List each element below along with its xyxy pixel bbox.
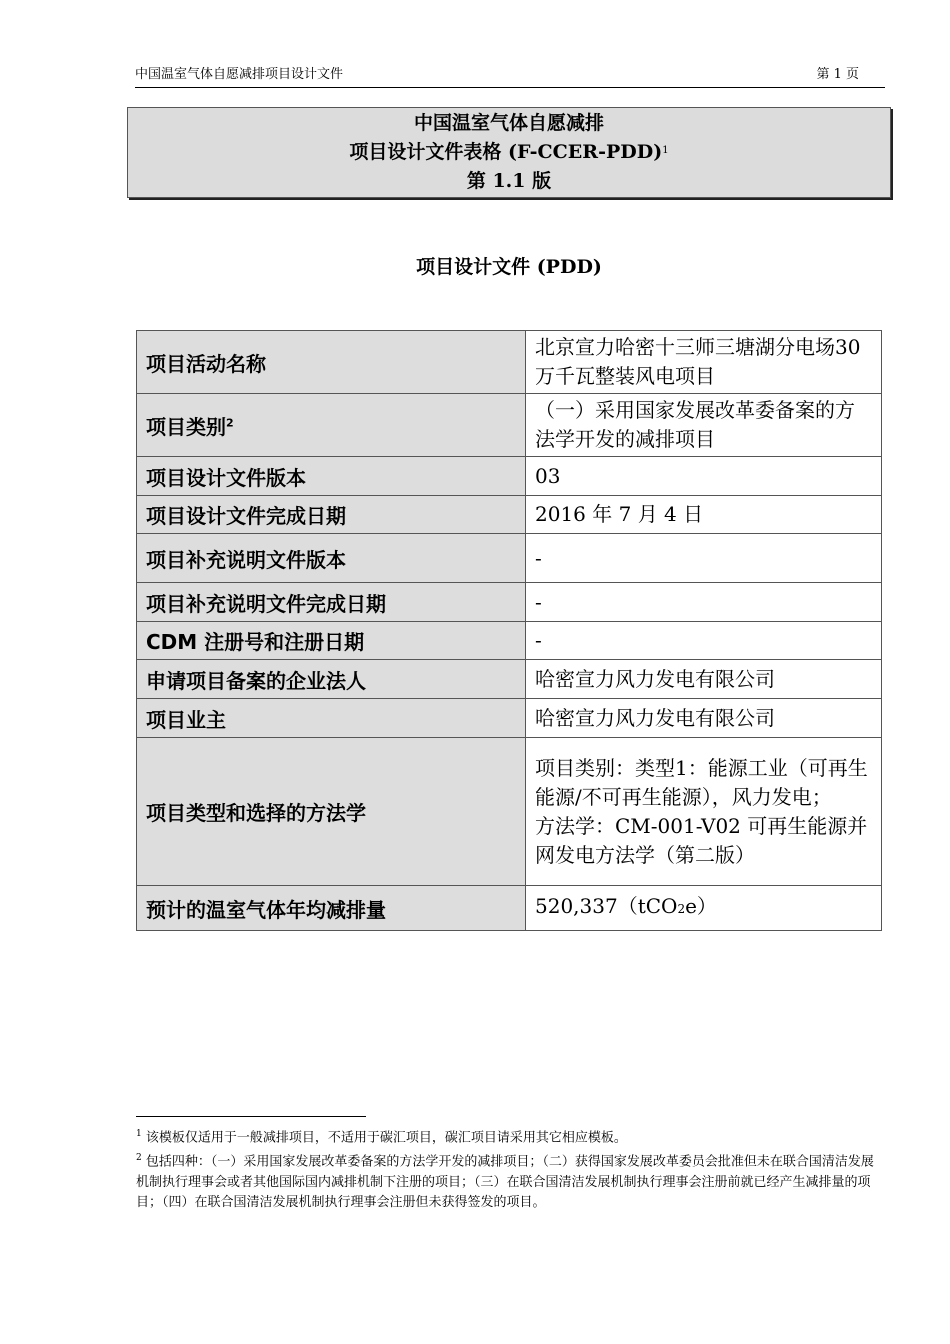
row-value: -	[526, 583, 882, 622]
row-label: 项目补充说明文件完成日期	[137, 583, 526, 622]
row-label: 项目活动名称	[137, 331, 526, 394]
footnote-1: $^1$ 该模板仅适用于一般减排项目，不适用于碳汇项目，碳汇项目请采用其它相应模板。	[136, 1129, 627, 1146]
row-label: 项目补充说明文件版本	[137, 534, 526, 583]
header-page-number: 第 1 页	[816, 67, 859, 82]
form-title-line3: 第 1.1 版	[466, 170, 552, 192]
table-row	[137, 738, 882, 886]
row-label: 预计的温室气体年均减排量	[137, 886, 526, 931]
form-title-line2: 项目设计文件表格 (F-CCER-PDD)$^1$	[349, 141, 669, 163]
footnote-ref-2: 2	[226, 415, 234, 429]
project-info-table	[136, 330, 882, 931]
footnote-divider	[136, 1116, 366, 1117]
methodology-name: 方法学：CM-001-V02 可再生能源并网发电方法学（第二版）	[535, 813, 868, 867]
row-value: -	[526, 534, 882, 583]
table-row	[137, 331, 882, 394]
row-label: CDM 注册号和注册日期	[137, 622, 526, 660]
row-value: 520,337（tCO2e）	[526, 886, 882, 931]
form-title-line1: 中国温室气体自愿减排	[413, 112, 604, 134]
row-value: -	[526, 622, 882, 660]
row-value: 北京宣力哈密十三师三塘湖分电场30 万千瓦整装风电项目	[526, 331, 882, 394]
row-label: 项目类型和选择的方法学	[137, 738, 526, 886]
header-doc-name: 中国温室气体自愿减排项目设计文件	[135, 67, 344, 82]
footnote-2: $^2$ 包括四种：（一）采用国家发展改革委备案的方法学开发的减排项目；（二）获得国家发展改革委员会批准但未在联合国清洁发展机制执行理事会或者其他国际国内减排机制下注册的项目；（三）在联合国清洁发展机制执行理事会注册前就已经产生减排量的项目；（四）在联合国清洁发展机制执行理事会注册但未获得签发的项目。	[136, 1153, 874, 1210]
methodology-category: 项目类别：类型1：能源工业（可再生能源/不可再生能源），风力发电；	[535, 755, 868, 809]
row-label: 项目设计文件完成日期	[137, 496, 526, 534]
row-value: 2016 年 7 月 4 日	[526, 496, 882, 534]
table-row	[137, 583, 882, 622]
row-value	[526, 738, 882, 886]
table-row	[137, 534, 882, 583]
row-value: 03	[526, 457, 882, 496]
table-row	[137, 886, 882, 931]
row-value: 哈密宣力风力发电有限公司	[526, 699, 882, 738]
row-value: （一）采用国家发展改革委备案的方法学开发的减排项目	[526, 394, 882, 457]
row-label: 申请项目备案的企业法人	[137, 660, 526, 699]
row-label: 项目类别$^2$	[137, 394, 526, 457]
table-row	[137, 660, 882, 699]
footnotes	[136, 1124, 884, 1213]
form-title-box	[127, 107, 891, 198]
table-row	[137, 457, 882, 496]
row-label: 项目设计文件版本	[137, 457, 526, 496]
running-header	[135, 66, 885, 88]
row-label: 项目业主	[137, 699, 526, 738]
row-value: 哈密宣力风力发电有限公司	[526, 660, 882, 699]
table-row	[137, 496, 882, 534]
document-title: 项目设计文件 (PDD)	[416, 256, 602, 278]
table-row	[137, 699, 882, 738]
table-row	[137, 622, 882, 660]
footnote-ref-1: 1	[662, 145, 669, 156]
table-row	[137, 394, 882, 457]
